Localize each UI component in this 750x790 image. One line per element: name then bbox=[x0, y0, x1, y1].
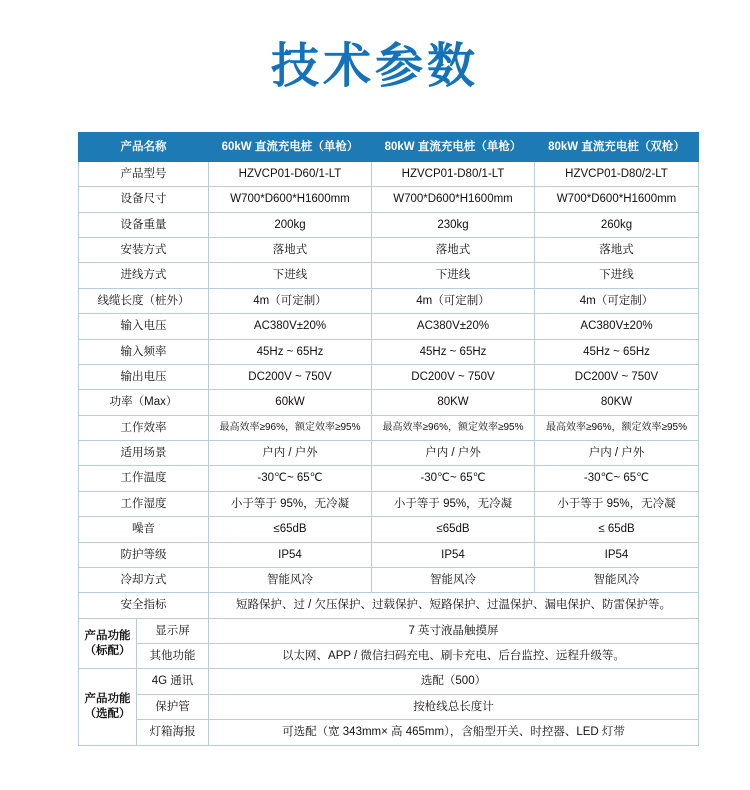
group-label-standard-functions bbox=[79, 618, 137, 669]
table-header-row bbox=[79, 132, 699, 161]
row-value: AC380V±20% bbox=[535, 314, 699, 339]
table-row-optional-4g bbox=[79, 669, 699, 694]
row-value: 最高效率≥96%，额定效率≥95% bbox=[209, 415, 372, 440]
row-value: HZVCP01-D80/1-LT bbox=[372, 161, 535, 186]
group-label-line2: （标配） bbox=[84, 644, 131, 657]
row-value: 下进线 bbox=[209, 263, 372, 288]
row-label: 工作湿度 bbox=[79, 491, 209, 516]
row-value: ≤ 65dB bbox=[535, 517, 699, 542]
row-value: W700*D600*H1600mm bbox=[209, 187, 372, 212]
row-value: 户内 / 户外 bbox=[372, 441, 535, 466]
row-value: ≤65dB bbox=[372, 517, 535, 542]
group-label-line2: （选配） bbox=[84, 708, 131, 721]
row-value: 230kg bbox=[372, 212, 535, 237]
header-cell-80kw-single: 80kW 直流充电桩（单枪） bbox=[372, 132, 535, 161]
row-value: IP54 bbox=[535, 542, 699, 567]
row-label: 产品型号 bbox=[79, 161, 209, 186]
row-value: 80KW bbox=[535, 390, 699, 415]
row-value: 45Hz ~ 65Hz bbox=[372, 339, 535, 364]
row-value: 最高效率≥96%，额定效率≥95% bbox=[372, 415, 535, 440]
row-sublabel-protection-tube: 保护管 bbox=[137, 694, 209, 719]
row-value: 小于等于 95%，无冷凝 bbox=[535, 491, 699, 516]
table-row bbox=[79, 339, 699, 364]
row-value-other-functions: 以太网、APP / 微信扫码充电、刷卡充电、后台监控、远程升级等。 bbox=[209, 644, 699, 669]
row-value: 智能风冷 bbox=[372, 567, 535, 592]
row-label: 适用场景 bbox=[79, 441, 209, 466]
row-value: 80KW bbox=[372, 390, 535, 415]
row-label: 冷却方式 bbox=[79, 567, 209, 592]
row-value: 落地式 bbox=[209, 238, 372, 263]
row-label: 工作温度 bbox=[79, 466, 209, 491]
row-value: 45Hz ~ 65Hz bbox=[535, 339, 699, 364]
row-value: 下进线 bbox=[535, 263, 699, 288]
row-value: HZVCP01-D80/2-LT bbox=[535, 161, 699, 186]
table-row-standard-other bbox=[79, 644, 699, 669]
row-value: AC380V±20% bbox=[209, 314, 372, 339]
row-value: 落地式 bbox=[535, 238, 699, 263]
table-row bbox=[79, 567, 699, 592]
table-row bbox=[79, 517, 699, 542]
row-label: 设备尺寸 bbox=[79, 187, 209, 212]
header-cell-80kw-dual: 80kW 直流充电桩（双枪） bbox=[535, 132, 699, 161]
row-value: W700*D600*H1600mm bbox=[535, 187, 699, 212]
row-value-protection-tube: 按枪线总长度计 bbox=[209, 694, 699, 719]
row-value: 4m（可定制） bbox=[209, 288, 372, 313]
table-row bbox=[79, 238, 699, 263]
row-value: 户内 / 户外 bbox=[535, 441, 699, 466]
row-value: 45Hz ~ 65Hz bbox=[209, 339, 372, 364]
row-value: IP54 bbox=[209, 542, 372, 567]
table-row bbox=[79, 161, 699, 186]
table-row bbox=[79, 491, 699, 516]
table-row bbox=[79, 212, 699, 237]
table-row bbox=[79, 288, 699, 313]
page-title: 技术参数 bbox=[270, 38, 479, 94]
row-label: 输入频率 bbox=[79, 339, 209, 364]
table-row bbox=[79, 542, 699, 567]
table-row-optional-protection-tube bbox=[79, 694, 699, 719]
table-row-optional-lightbox-poster bbox=[79, 720, 699, 745]
row-value: -30℃~ 65℃ bbox=[372, 466, 535, 491]
table-row bbox=[79, 466, 699, 491]
row-value: 200kg bbox=[209, 212, 372, 237]
table-row-standard-display bbox=[79, 618, 699, 643]
row-value-4g: 选配（500） bbox=[209, 669, 699, 694]
spec-table bbox=[78, 132, 699, 746]
row-label: 线缆长度（桩外） bbox=[79, 288, 209, 313]
table-row bbox=[79, 441, 699, 466]
header-cell-product-name: 产品名称 bbox=[79, 132, 209, 161]
row-sublabel-other-functions: 其他功能 bbox=[137, 644, 209, 669]
table-row bbox=[79, 187, 699, 212]
table-row bbox=[79, 314, 699, 339]
row-value: 智能风冷 bbox=[209, 567, 372, 592]
table-row bbox=[79, 390, 699, 415]
table-row bbox=[79, 364, 699, 389]
row-value: IP54 bbox=[372, 542, 535, 567]
row-label-safety: 安全指标 bbox=[79, 593, 209, 618]
row-value: 小于等于 95%，无冷凝 bbox=[209, 491, 372, 516]
row-value: DC200V ~ 750V bbox=[372, 364, 535, 389]
row-value: 260kg bbox=[535, 212, 699, 237]
row-value: 小于等于 95%，无冷凝 bbox=[372, 491, 535, 516]
row-value: AC380V±20% bbox=[372, 314, 535, 339]
table-row-safety bbox=[79, 593, 699, 618]
row-value: HZVCP01-D60/1-LT bbox=[209, 161, 372, 186]
group-label-optional-functions bbox=[79, 669, 137, 745]
row-value-display: 7 英寸液晶触摸屏 bbox=[209, 618, 699, 643]
row-value: -30℃~ 65℃ bbox=[209, 466, 372, 491]
row-value: DC200V ~ 750V bbox=[209, 364, 372, 389]
row-value: DC200V ~ 750V bbox=[535, 364, 699, 389]
row-label: 噪音 bbox=[79, 517, 209, 542]
row-label: 防护等级 bbox=[79, 542, 209, 567]
table-row bbox=[79, 415, 699, 440]
row-value: 最高效率≥96%，额定效率≥95% bbox=[535, 415, 699, 440]
row-value: 60kW bbox=[209, 390, 372, 415]
row-label: 进线方式 bbox=[79, 263, 209, 288]
row-value: ≤65dB bbox=[209, 517, 372, 542]
row-value: 落地式 bbox=[372, 238, 535, 263]
row-label: 工作效率 bbox=[79, 415, 209, 440]
spec-table-container bbox=[78, 132, 687, 746]
row-value: 智能风冷 bbox=[535, 567, 699, 592]
row-value: W700*D600*H1600mm bbox=[372, 187, 535, 212]
group-label-line1: 产品功能 bbox=[84, 693, 131, 706]
row-label: 安装方式 bbox=[79, 238, 209, 263]
row-label: 输入电压 bbox=[79, 314, 209, 339]
row-value: -30℃~ 65℃ bbox=[535, 466, 699, 491]
row-label: 功率（Max） bbox=[79, 390, 209, 415]
row-value: 下进线 bbox=[372, 263, 535, 288]
row-value: 户内 / 户外 bbox=[209, 441, 372, 466]
row-value-safety: 短路保护、过 / 欠压保护、过载保护、短路保护、过温保护、漏电保护、防雷保护等。 bbox=[209, 593, 699, 618]
row-label: 设备重量 bbox=[79, 212, 209, 237]
header-cell-60kw-single: 60kW 直流充电桩（单枪） bbox=[209, 132, 372, 161]
row-value-lightbox-poster: 可选配（宽 343mm× 高 465mm），含船型开关、时控器、LED 灯带 bbox=[209, 720, 699, 745]
row-value: 4m（可定制） bbox=[535, 288, 699, 313]
row-sublabel-4g: 4G 通讯 bbox=[137, 669, 209, 694]
table-row bbox=[79, 263, 699, 288]
row-sublabel-lightbox-poster: 灯箱海报 bbox=[137, 720, 209, 745]
row-label: 输出电压 bbox=[79, 364, 209, 389]
row-sublabel-display: 显示屏 bbox=[137, 618, 209, 643]
group-label-line1: 产品功能 bbox=[84, 629, 131, 642]
row-value: 4m（可定制） bbox=[372, 288, 535, 313]
